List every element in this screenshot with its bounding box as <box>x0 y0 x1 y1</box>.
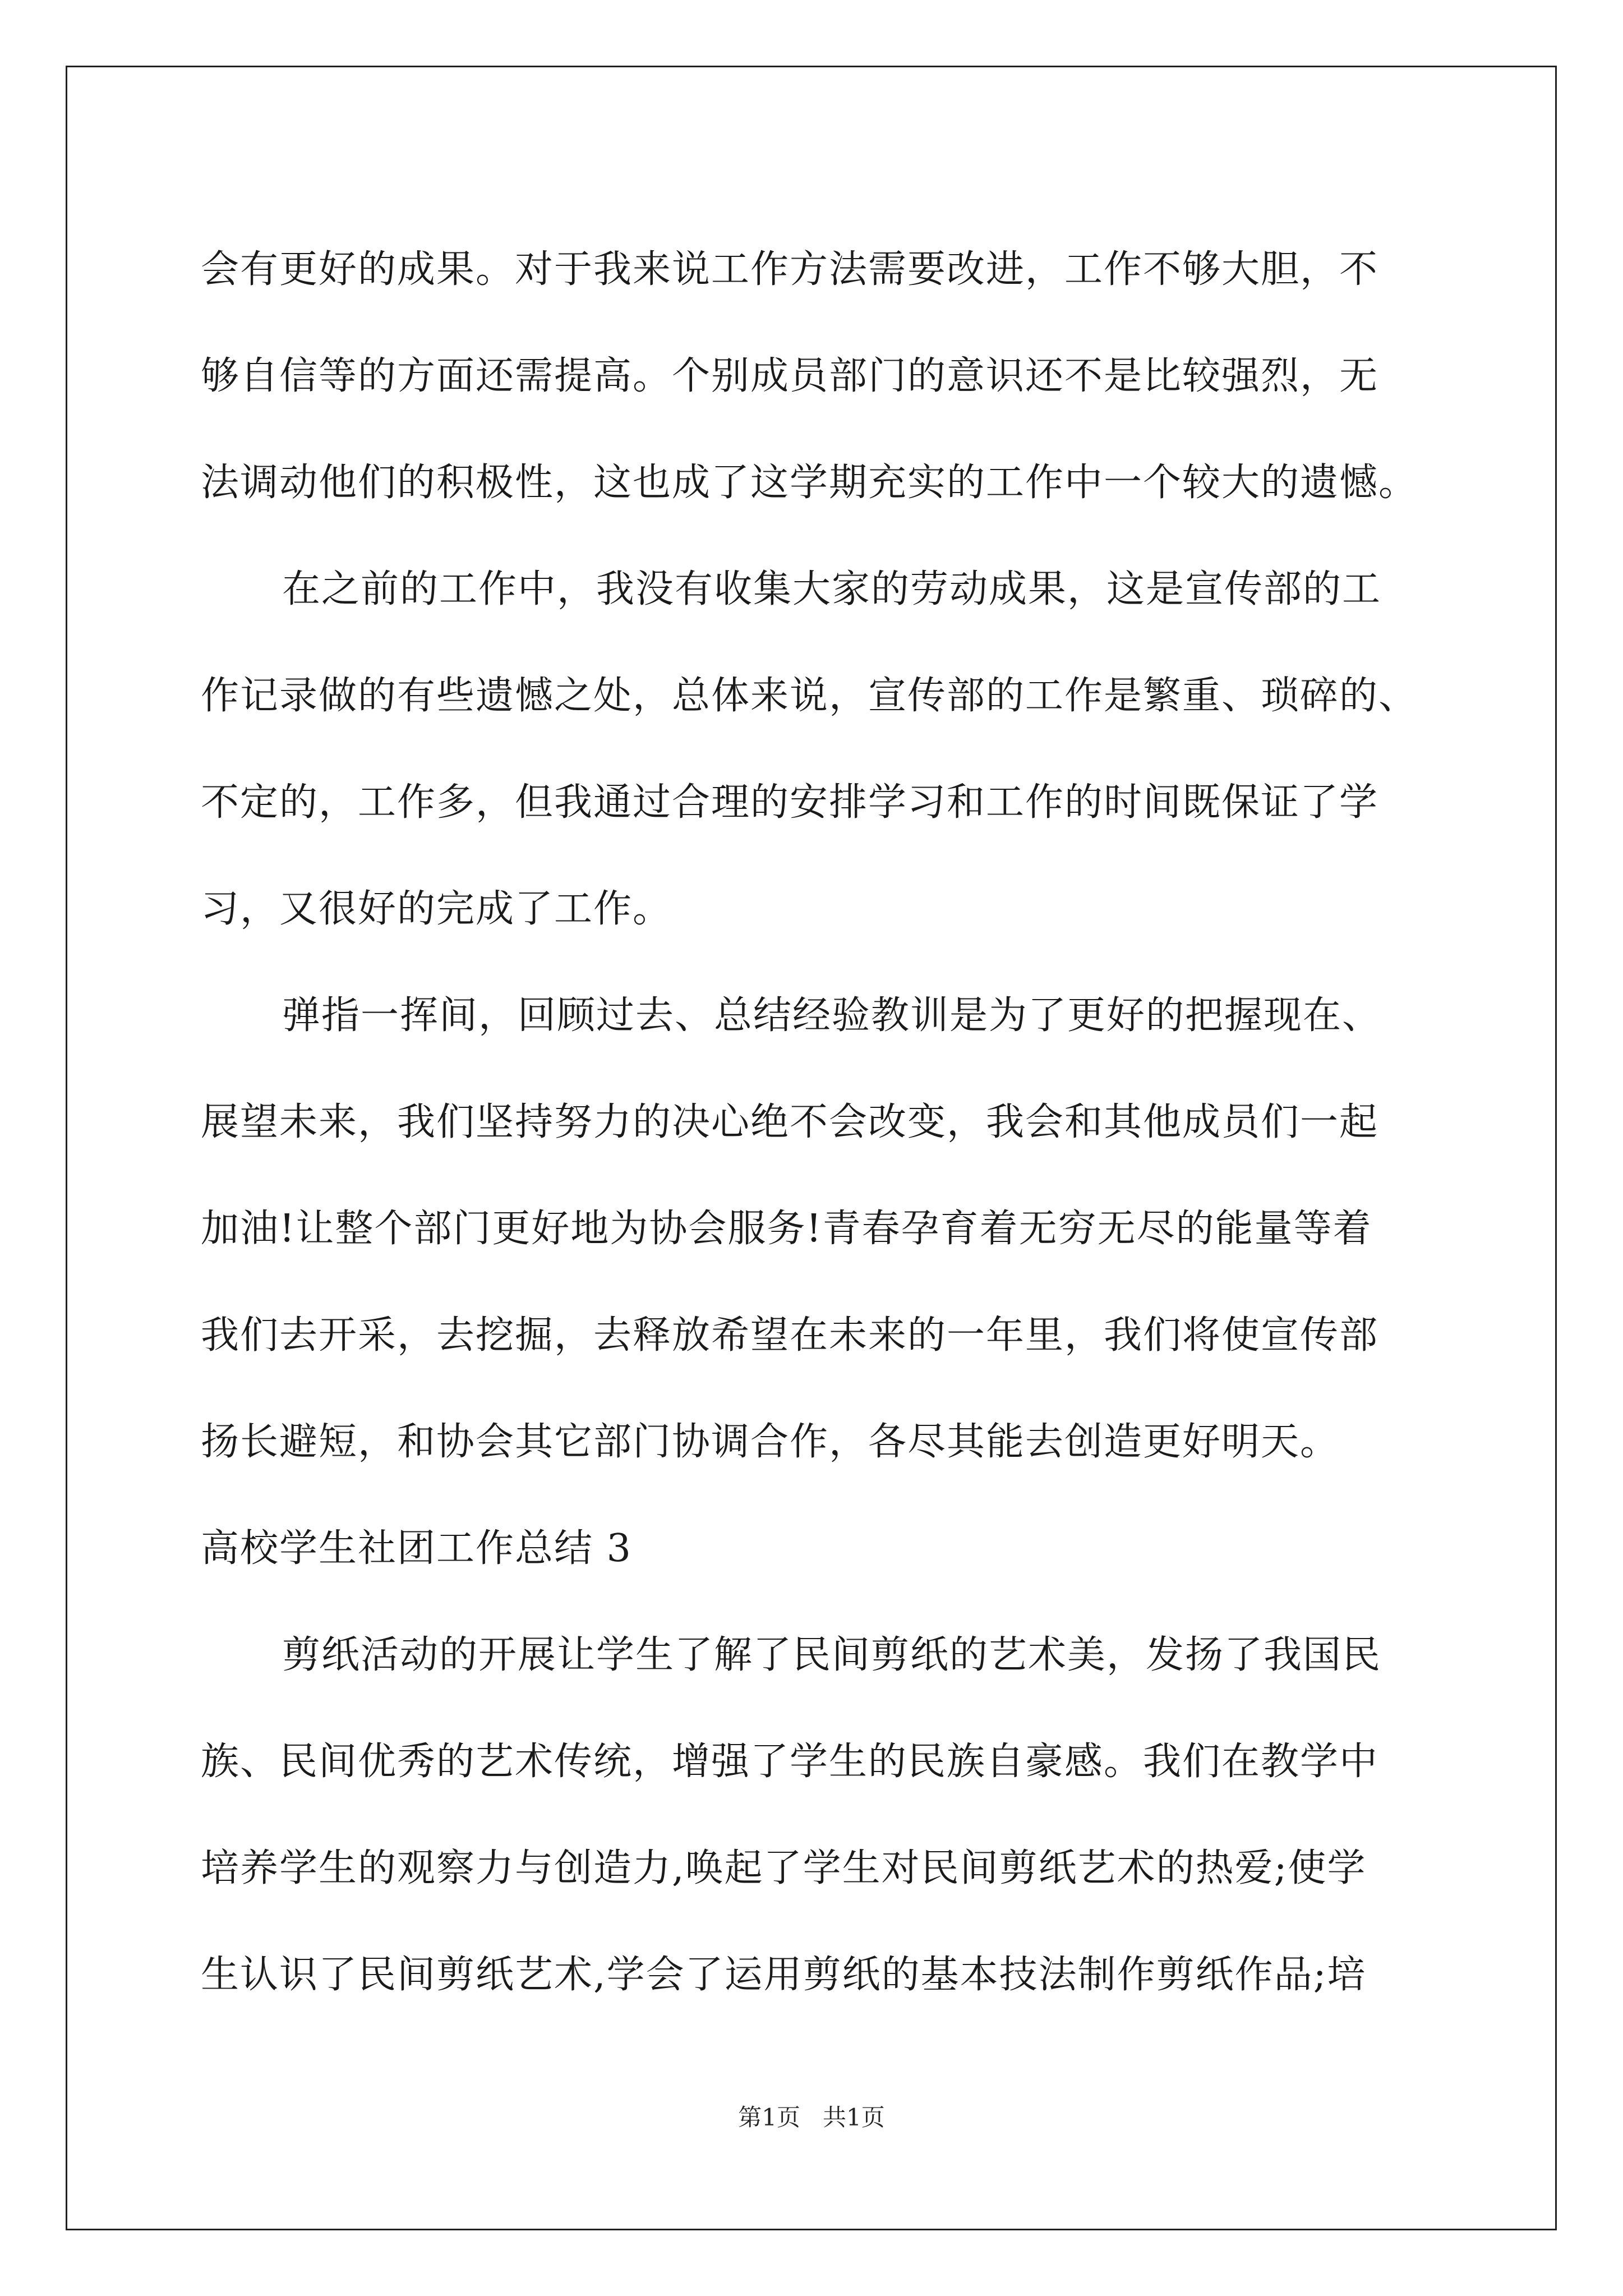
paragraph-start-line: 在之前的工作中，我没有收集大家的劳动成果，这是宣传部的工 <box>282 567 1382 611</box>
text-line: 扬长避短，和协会其它部门协调合作，各尽其能去创造更好明天。 <box>201 1420 1340 1464</box>
text-line: 族、民间优秀的艺术传统，增强了学生的民族自豪感。我们在教学中 <box>201 1740 1379 1784</box>
text-line: 我们去开采，去挖掘，去释放希望在未来的一年里，我们将使宣传部 <box>201 1313 1379 1358</box>
text-line: 培养学生的观察力与创造力,唤起了学生对民间剪纸艺术的热爱;使学 <box>201 1846 1367 1890</box>
text-line: 加油!让整个部门更好地为协会服务!青春孕育着无穷无尽的能量等着 <box>201 1207 1372 1251</box>
text-line: 生认识了民间剪纸艺术,学会了运用剪纸的基本技法制作剪纸作品;培 <box>201 1953 1367 1997</box>
text-line: 展望未来，我们坚持努力的决心绝不会改变，我会和其他成员们一起 <box>201 1100 1379 1144</box>
text-line: 作记录做的有些遗憾之处，总体来说，宣传部的工作是繁重、琐碎的、 <box>201 674 1418 718</box>
section-heading: 高校学生社团工作总结 3 <box>201 1526 632 1571</box>
page-footer: 第1页 共1页 <box>738 2104 885 2131</box>
text-line: 会有更好的成果。对于我来说工作方法需要改进，工作不够大胆，不 <box>201 247 1379 292</box>
text-line: 习，又很好的完成了工作。 <box>201 887 672 931</box>
paragraph-start-line: 剪纸活动的开展让学生了解了民间剪纸的艺术美，发扬了我国民 <box>282 1633 1382 1677</box>
text-line: 不定的，工作多，但我通过合理的安排学习和工作的时间既保证了学 <box>201 780 1379 825</box>
text-line: 够自信等的方面还需提高。个别成员部门的意识还不是比较强烈，无 <box>201 354 1379 398</box>
text-line: 法调动他们的积极性，这也成了这学期充实的工作中一个较大的遗憾。 <box>201 461 1418 505</box>
document-body <box>201 217 1423 2028</box>
paragraph-start-line: 弹指一挥间，回顾过去、总结经验教训是为了更好的把握现在、 <box>282 993 1382 1038</box>
